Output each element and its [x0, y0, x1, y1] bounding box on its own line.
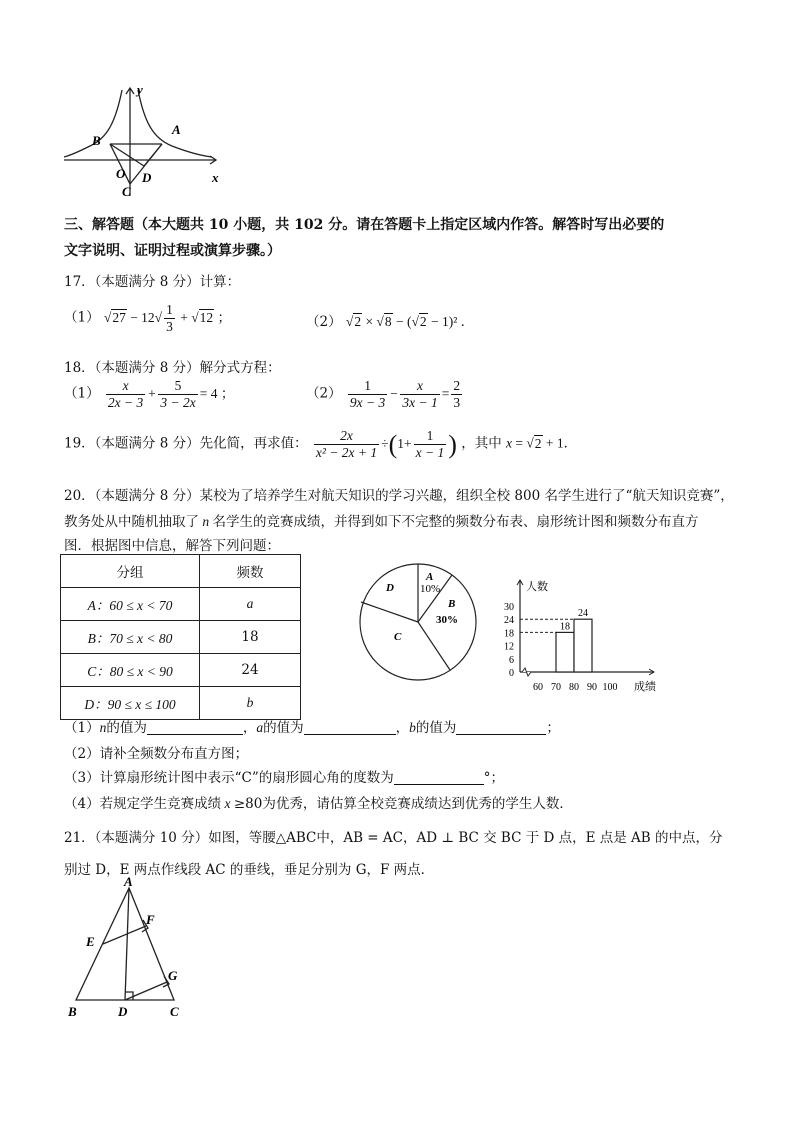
q19-where: ，其中	[461, 435, 502, 452]
answer-blank-b[interactable]	[456, 720, 546, 735]
pie-label-d: D	[386, 582, 394, 594]
pie-label-b-pct: 30%	[436, 614, 458, 626]
q20-sub2: （2）请补全频数分布直方图；	[64, 746, 249, 762]
q17-part2-label: （2）	[306, 314, 342, 330]
hist-y-tick-label: 6	[509, 654, 514, 666]
q20-line2-b: 名学生的竞赛成绩，并得到如下不完整的频数分布表、扇形统计图和频数分布直方	[212, 514, 699, 530]
hist-x-tick-label: 80	[569, 682, 579, 693]
q20-sub1-sep: ，	[395, 720, 410, 736]
pie-label-b: B	[448, 598, 456, 610]
pie-label-a: A	[426, 571, 434, 583]
pie-label-a-pct: 10%	[420, 583, 441, 595]
q18-part1-expression: $\frac{x}{2x - 3}$ + $\frac{5}{3 - 2x}$ = 4 ；	[107, 378, 235, 410]
q18-part2	[306, 378, 464, 411]
tri-label-g: G	[168, 968, 178, 983]
table-cell-freq: 24	[200, 654, 301, 687]
tri-label-d: D	[118, 1004, 128, 1019]
q20-sub3-end: °；	[483, 770, 504, 786]
q17-part1-label: （1）	[64, 309, 100, 326]
frequency-table	[60, 554, 301, 720]
section-title-line1: 三、解答题（本大题共 10 小题，共 102 分。请在答题卡上指定区域内作答。解答时写出必要的	[64, 217, 665, 233]
histogram	[494, 574, 664, 694]
fig-label-a: A	[172, 122, 181, 137]
pie-chart	[354, 560, 484, 684]
q17-part2	[306, 310, 474, 330]
table-cell-group: C：80 ≤ x < 90	[61, 654, 200, 687]
q20-sub1-text: 的值为	[106, 720, 147, 736]
table-row	[61, 687, 301, 720]
q21-line1: 21．（本题满分 10 分）如图，等腰△ABC中，AB = AC，AD ⊥ BC 交 BC 于 D 点，E 点是 AB 的中点，分	[64, 830, 723, 846]
hist-bar	[574, 619, 592, 672]
fig-label-o: O	[116, 166, 126, 181]
fig-label-c: C	[122, 184, 131, 199]
q19-heading: 19．（本题满分 8 分）先化简，再求值：	[64, 435, 308, 452]
q20-sub4: （4）若规定学生竞赛成绩 x ≥80为优秀，请估算全校竞赛成绩达到优秀的学生人数．	[64, 796, 573, 812]
tri-label-c: C	[170, 1004, 179, 1019]
q20-sub1-sep: ，	[242, 720, 257, 736]
answer-blank-a[interactable]	[304, 720, 396, 735]
hist-x-tick-label: 70	[551, 682, 561, 693]
hist-bar-label: 24	[578, 608, 588, 620]
hist-y-label: 人数	[526, 581, 548, 593]
table-cell-freq: b	[200, 687, 301, 720]
hist-axis-break	[522, 668, 531, 676]
q21-line2: 别过 D，E 两点作线段 AC 的垂线，垂足分别为 G，F 两点．	[64, 862, 435, 878]
hist-x-label: 成绩	[634, 681, 656, 693]
q20-line3: 图．根据图中信息，解答下列问题：	[64, 538, 280, 554]
hyperbola-figure	[60, 84, 230, 200]
q18-part1-label: （1）	[64, 385, 100, 402]
fig-label-b: B	[92, 133, 101, 148]
q19	[64, 428, 577, 461]
table-header-freq: 频数	[200, 555, 301, 588]
q20-sub4-end: 为优秀，请估算全校竞赛成绩达到优秀的学生人数．	[262, 796, 573, 812]
q17-part1-expression: √27 − 12√ $\frac{1}{3}$ + √12 ；	[103, 302, 231, 334]
q18-part1	[64, 378, 234, 411]
q18-part2-label: （2）	[306, 385, 342, 402]
q19-expression: $\frac{2x}{\text{x² − 2x + 1}}$ ÷(1+ $\frac{1}{x - 1}$ )	[315, 428, 457, 460]
q17-part1	[64, 302, 231, 335]
table-cell-group: D：90 ≤ x ≤ 100	[61, 687, 200, 720]
q20-sub1: （1）n的值为 ，a的值为 ，b的值为 ；	[64, 720, 560, 736]
fig-label-d: D	[142, 170, 152, 185]
q20-line1: 20．（本题满分 8 分）某校为了培养学生对航天知识的学习兴趣，组织全校 800 名学生进行了“航天知识竞赛”，	[64, 488, 734, 504]
q20-sub1-label: （1）	[64, 720, 100, 736]
table-row	[61, 621, 301, 654]
tri-label-f: F	[146, 912, 155, 927]
q20-sub4-text: （4）若规定学生竞赛成绩	[64, 796, 222, 812]
table-row	[61, 654, 301, 687]
hist-y-tick-label: 24	[504, 615, 514, 627]
hist-x-tick-label: 60	[533, 682, 543, 693]
q17-heading: 17．（本题满分 8 分）计算：	[64, 274, 241, 290]
q20-line2: 教务处从中随机抽取了 n 名学生的竞赛成绩，并得到如下不完整的频数分布表、扇形统计图和频数分布直方	[64, 514, 699, 530]
pie-slice-boundary	[361, 602, 418, 622]
tri-label-a: A	[124, 876, 133, 889]
answer-blank-n[interactable]	[147, 720, 243, 735]
q20-line2-a: 教务处从中随机抽取了	[64, 514, 199, 530]
fig-label-x: x	[212, 170, 219, 185]
q20-sub3	[64, 766, 504, 786]
fig-label-y: y	[137, 84, 143, 97]
tri-label-b: B	[68, 1004, 77, 1019]
hist-bar	[556, 632, 574, 672]
answer-blank-angle[interactable]	[394, 770, 484, 785]
q20-sub1-text: 的值为	[415, 720, 457, 736]
table-row	[61, 588, 301, 621]
hist-x-tick-label: 90	[587, 682, 597, 693]
section-title-line2: 文字说明、证明过程或演算步骤。）	[64, 243, 281, 259]
table-header-group: 分组	[61, 555, 200, 588]
hist-x-tick-label: 100	[602, 682, 618, 693]
tri-label-e: E	[86, 934, 95, 949]
table-cell-group: A：60 ≤ x < 70	[61, 588, 200, 621]
pie-label-c: C	[394, 631, 402, 643]
table-cell-freq: 18	[200, 621, 301, 654]
hist-y-tick-label: 0	[509, 668, 514, 679]
pie-slice-boundary	[418, 622, 450, 670]
q20-sub3-text: （3）计算扇形统计图中表示“C”的扇形圆心角的度数为	[64, 770, 394, 786]
table-cell-freq: a	[200, 588, 301, 621]
q17-part2-expression: √2 × √8 − (√2 − 1)² ．	[345, 314, 475, 329]
q18-heading: 18．（本题满分 8 分）解分式方程：	[64, 360, 281, 376]
q18-part2-expression: $\frac{1}{9x - 3}$ − $\frac{x}{3x - 1}$ = $\frac{2}{3}$	[349, 378, 461, 410]
triangle-figure	[62, 876, 192, 1022]
hist-y-tick-label: 12	[504, 641, 514, 653]
table-header-row	[61, 555, 301, 588]
q20-sub1-text: 的值为	[263, 720, 304, 736]
q20-sub1-end: ；	[546, 720, 560, 736]
hist-y-tick-label: 30	[504, 602, 514, 613]
table-cell-group: B：70 ≤ x < 80	[61, 621, 200, 654]
q19-value: x = √2 + 1．	[506, 435, 578, 451]
hist-bar-label: 18	[560, 621, 570, 633]
hist-y-tick-label: 18	[504, 628, 514, 640]
